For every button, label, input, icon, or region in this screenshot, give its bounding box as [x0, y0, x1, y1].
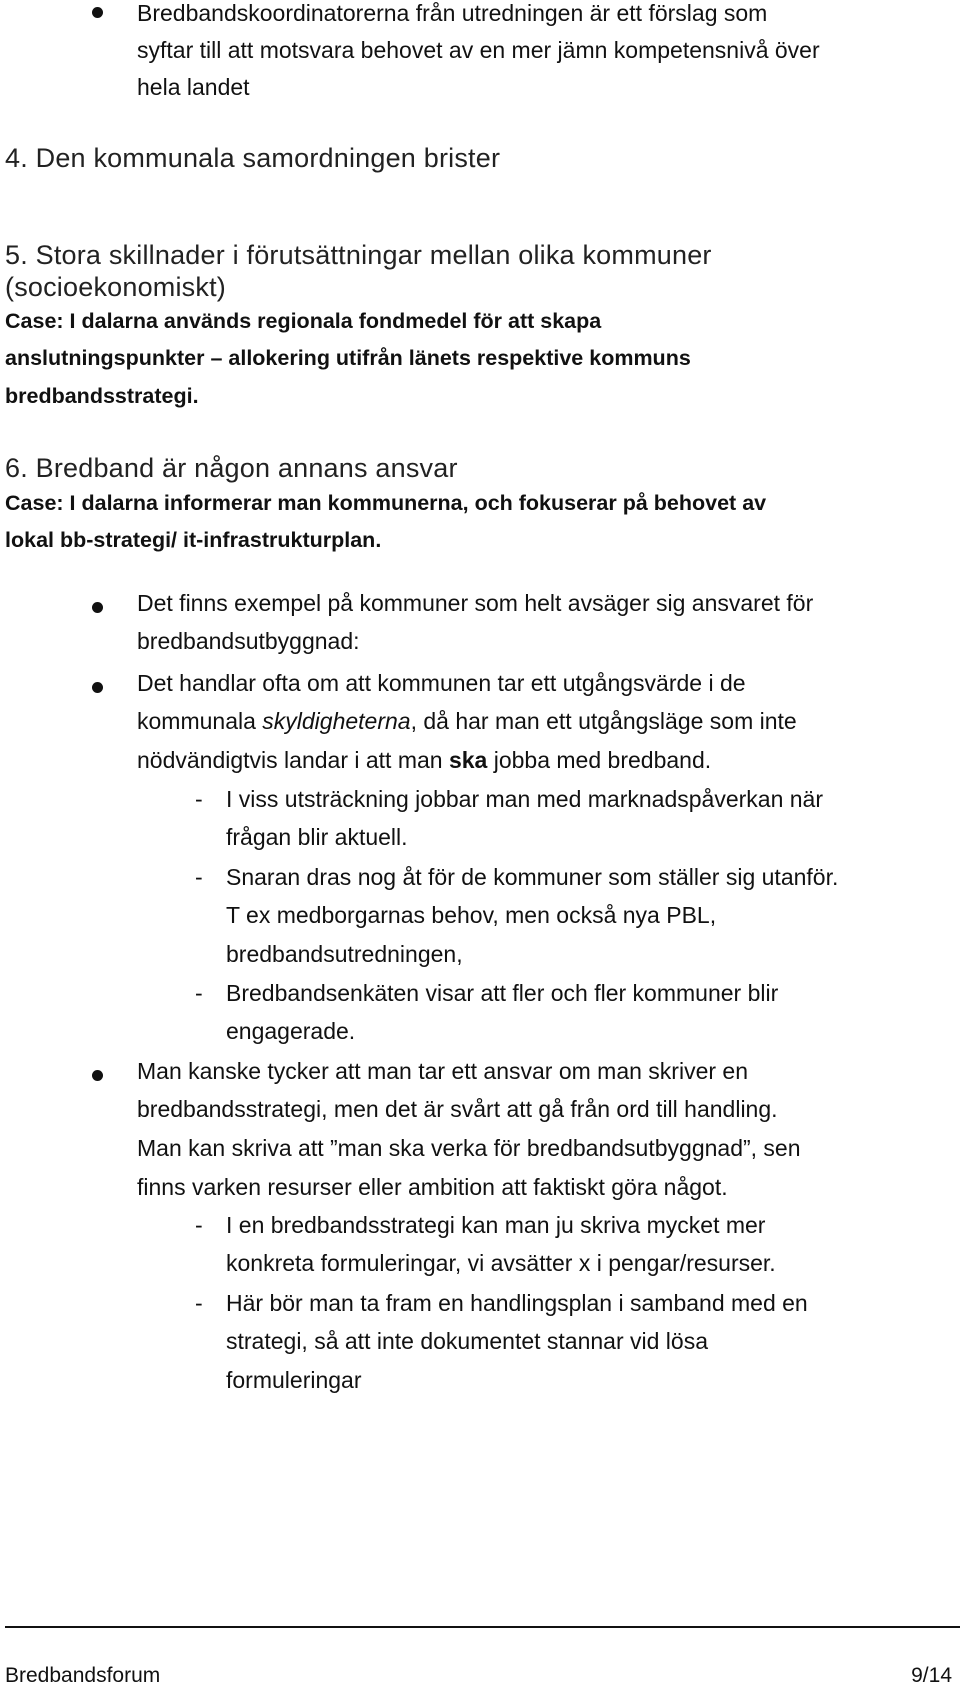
text-segment: nödvändigtvis landar i att man [137, 747, 449, 773]
dash-marker: - [195, 1290, 203, 1316]
section-heading: (socioekonomiskt) [5, 272, 226, 302]
text-segment: , då har man ett utgångsläge som inte [410, 708, 797, 734]
body-text: Det finns exempel på kommuner som helt avsäger sig ansvaret för [137, 590, 814, 616]
body-text: bredbandsutredningen, [226, 941, 463, 967]
body-text [137, 747, 711, 774]
strong-text: ska [448, 747, 488, 773]
emphasis-text: skyldigheterna [262, 708, 411, 734]
bullet-icon [92, 602, 103, 613]
bullet-icon [92, 682, 103, 693]
body-text: finns varken resurser eller ambition att faktiskt göra något. [137, 1174, 728, 1200]
case-text: bredbandsstrategi. [5, 384, 199, 408]
body-text: Man kan skriva att ”man ska verka för bredbandsutbyggnad”, sen [137, 1135, 801, 1161]
case-text: anslutningspunkter – allokering utifrån länets respektive kommuns [5, 346, 691, 370]
body-text: I viss utsträckning jobbar man med marknadspåverkan när [226, 786, 824, 812]
body-text [137, 708, 797, 735]
section-heading: 5. Stora skillnader i förutsättningar mellan olika kommuner [5, 240, 712, 270]
body-text: hela landet [137, 74, 250, 100]
body-text: Man kanske tycker att man tar ett ansvar om man skriver en [137, 1058, 749, 1084]
case-text: Case: I dalarna används regionala fondmedel för att skapa [5, 309, 602, 333]
body-text: formuleringar [226, 1367, 362, 1393]
footer-title: Bredbandsforum [5, 1664, 161, 1687]
body-text: bredbandsutbyggnad: [137, 628, 360, 654]
body-text: I en bredbandsstrategi kan man ju skriva mycket mer [226, 1212, 766, 1238]
case-text: lokal bb-strategi/ it-infrastrukturplan. [5, 528, 382, 552]
body-text: T ex medborgarnas behov, men också nya PBL, [226, 902, 717, 928]
bullet-icon [92, 7, 103, 18]
footer-divider [5, 1626, 960, 1628]
body-text: engagerade. [226, 1018, 356, 1044]
text-segment: kommunala [137, 708, 263, 734]
case-text: Case: I dalarna informerar man kommunerna, och fokuserar på behovet av [5, 491, 767, 515]
body-text: Bredbandsenkäten visar att fler och fler kommuner blir [226, 980, 779, 1006]
body-text: frågan blir aktuell. [226, 824, 408, 850]
text-segment: jobba med bredband. [487, 747, 712, 773]
body-text: syftar till att motsvara behovet av en mer jämn kompetensnivå över [137, 37, 820, 63]
body-text: konkreta formuleringar, vi avsätter x i pengar/resurser. [226, 1250, 776, 1276]
body-text: Här bör man ta fram en handlingsplan i samband med en [226, 1290, 808, 1316]
body-text: Det handlar ofta om att kommunen tar ett utgångsvärde i de [137, 670, 746, 696]
dash-marker: - [195, 786, 203, 812]
section-heading: 4. Den kommunala samordningen brister [5, 143, 501, 173]
page-number: 9/14 [911, 1664, 952, 1687]
dash-marker: - [195, 1212, 203, 1238]
dash-marker: - [195, 980, 203, 1006]
body-text: strategi, så att inte dokumentet stannar vid lösa [226, 1328, 708, 1354]
body-text: bredbandsstrategi, men det är svårt att gå från ord till handling. [137, 1096, 778, 1122]
dash-marker: - [195, 864, 203, 890]
bullet-icon [92, 1070, 103, 1081]
body-text: Bredbandskoordinatorerna från utredningen är ett förslag som [137, 0, 768, 26]
body-text: Snaran dras nog åt för de kommuner som ställer sig utanför. [226, 864, 839, 890]
section-heading: 6. Bredband är någon annans ansvar [5, 453, 458, 483]
